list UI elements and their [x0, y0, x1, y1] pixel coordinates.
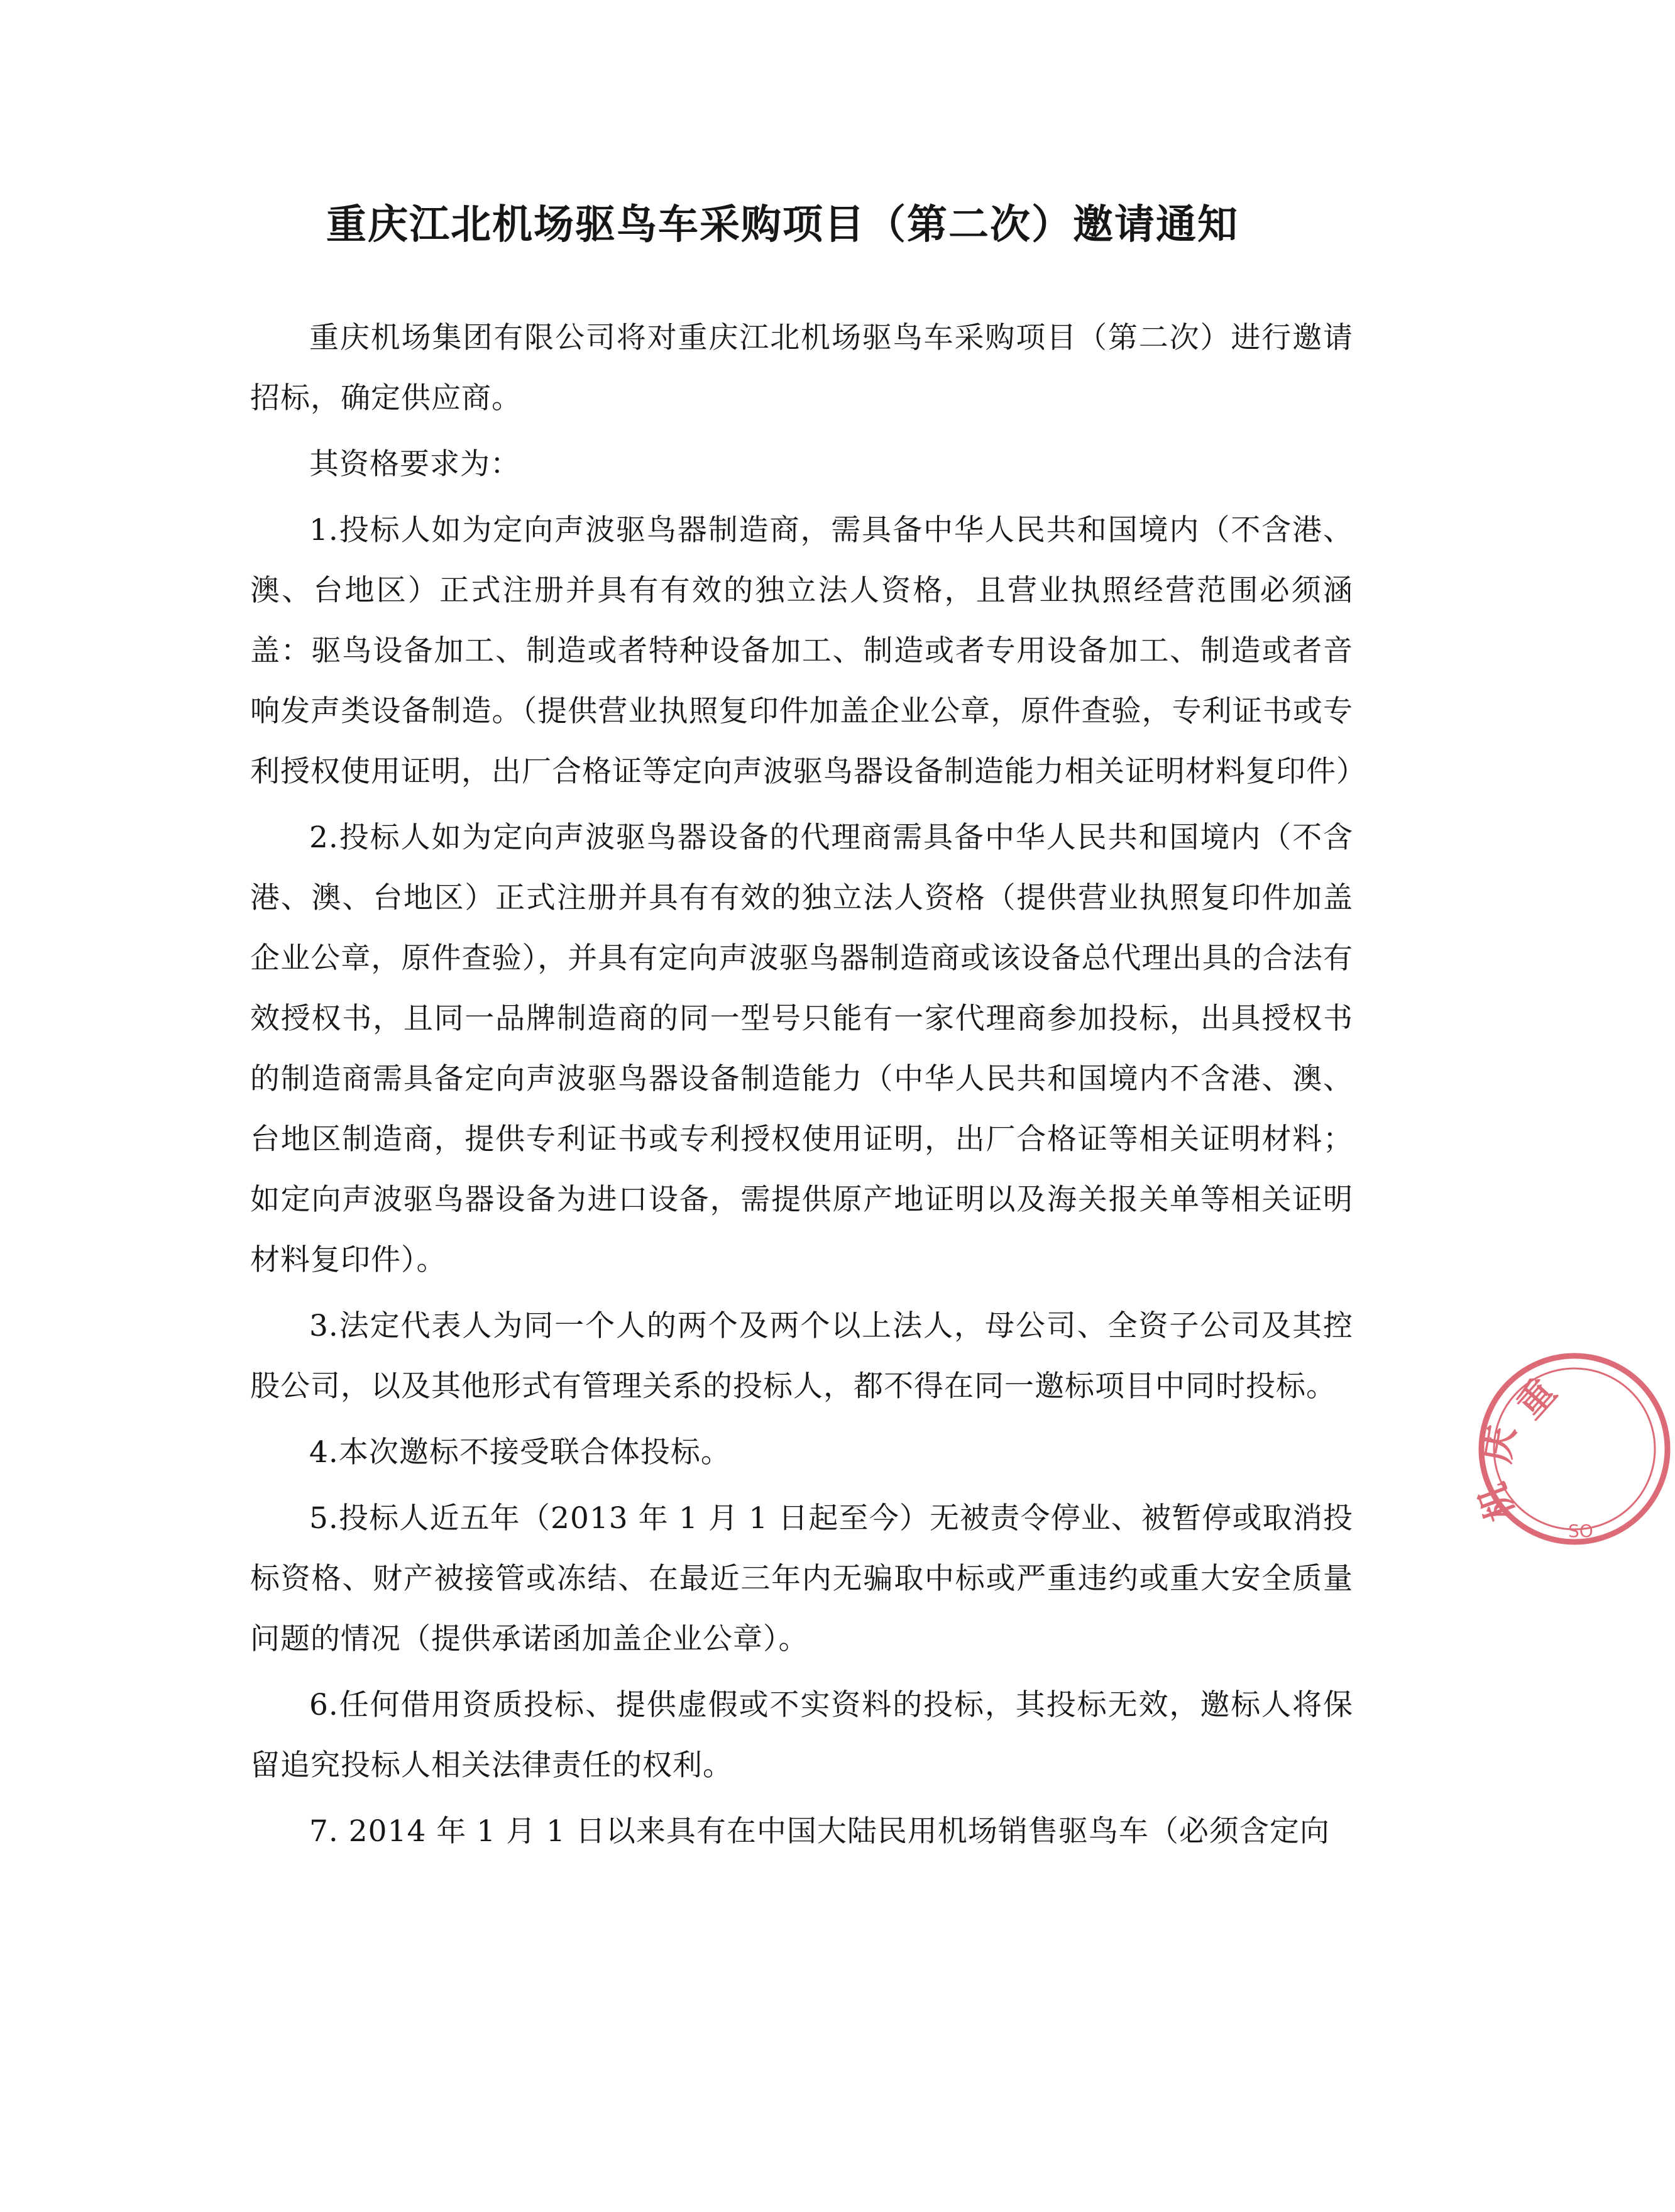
- requirement-2: 2.投标人如为定向声波驱鸟器设备的代理商需具备中华人民共和国境内（不含港、澳、台地区）正式注册并具有有效的独立法人资格（提供营业执照复印件加盖企业公章，原件查验），并具有定向声波驱鸟器制造商或该设备总代理出具的合法有效授权书，且同一品牌制造商的同一型号只能有一家代理商参加投标，出具授权书的制造商需具备定向声波驱鸟器设备制造能力（中华人民共和国境内不含港、澳、台地区制造商，提供专利证书或专利授权使用证明，出厂合格证等相关证明材料；如定向声波驱鸟器设备为进口设备，需提供原产地证明以及海关报关单等相关证明材料复印件）。: [250, 820, 1353, 1277]
- svg-text:庆: 庆: [1475, 1422, 1524, 1466]
- requirement-5: 5.投标人近五年（2013 年 1 月 1 日起至今）无被责令停业、被暂停或取消投标资格、财产被接管或冻结、在最近三年内无骗取中标或严重违约或重大安全质量问题的情况（提供承诺函加盖企业公章）。: [250, 1501, 1353, 1656]
- svg-text:SO: SO: [1568, 1521, 1593, 1541]
- intro-paragraph: 重庆机场集团有限公司将对重庆江北机场驱鸟车采购项目（第二次）进行邀请招标，确定供应商。: [250, 321, 1353, 415]
- svg-text:机: 机: [1470, 1477, 1524, 1527]
- document-title: 重庆江北机场驱鸟车采购项目（第二次）邀请通知: [326, 202, 1239, 248]
- requirement-1: 1.投标人如为定向声波驱鸟器制造商，需具备中华人民共和国境内（不含港、澳、台地区）正式注册并具有有效的独立法人资格，且营业执照经营范围必须涵盖：驱鸟设备加工、制造或者特种设备加工、制造或者专用设备加工、制造或者音响发声类设备制造。（提供营业执照复印件加盖企业公章，原件查验，专利证书或专利授权使用证明，出厂合格证等定向声波驱鸟器设备制造能力相关证明材料复印件）: [250, 513, 1366, 789]
- requirement-6: 6.任何借用资质投标、提供虚假或不实资料的投标，其投标无效，邀标人将保留追究投标人相关法律责任的权利。: [250, 1688, 1353, 1783]
- requirement-7: 7. 2014 年 1 月 1 日以来具有在中国大陆民用机场销售驱鸟车（必须含定向: [309, 1814, 1330, 1849]
- requirement-3: 3.法定代表人为同一个人的两个及两个以上法人，母公司、全资子公司及其控股公司，以及其他形式有管理关系的投标人，都不得在同一邀标项目中同时投标。: [250, 1309, 1353, 1404]
- requirements-heading: 其资格要求为：: [309, 447, 520, 481]
- svg-text:重: 重: [1508, 1370, 1565, 1427]
- requirement-4: 4.本次邀标不接受联合体投标。: [309, 1435, 731, 1470]
- company-seal: [1470, 1348, 1675, 1549]
- document-body: [250, 308, 1366, 1868]
